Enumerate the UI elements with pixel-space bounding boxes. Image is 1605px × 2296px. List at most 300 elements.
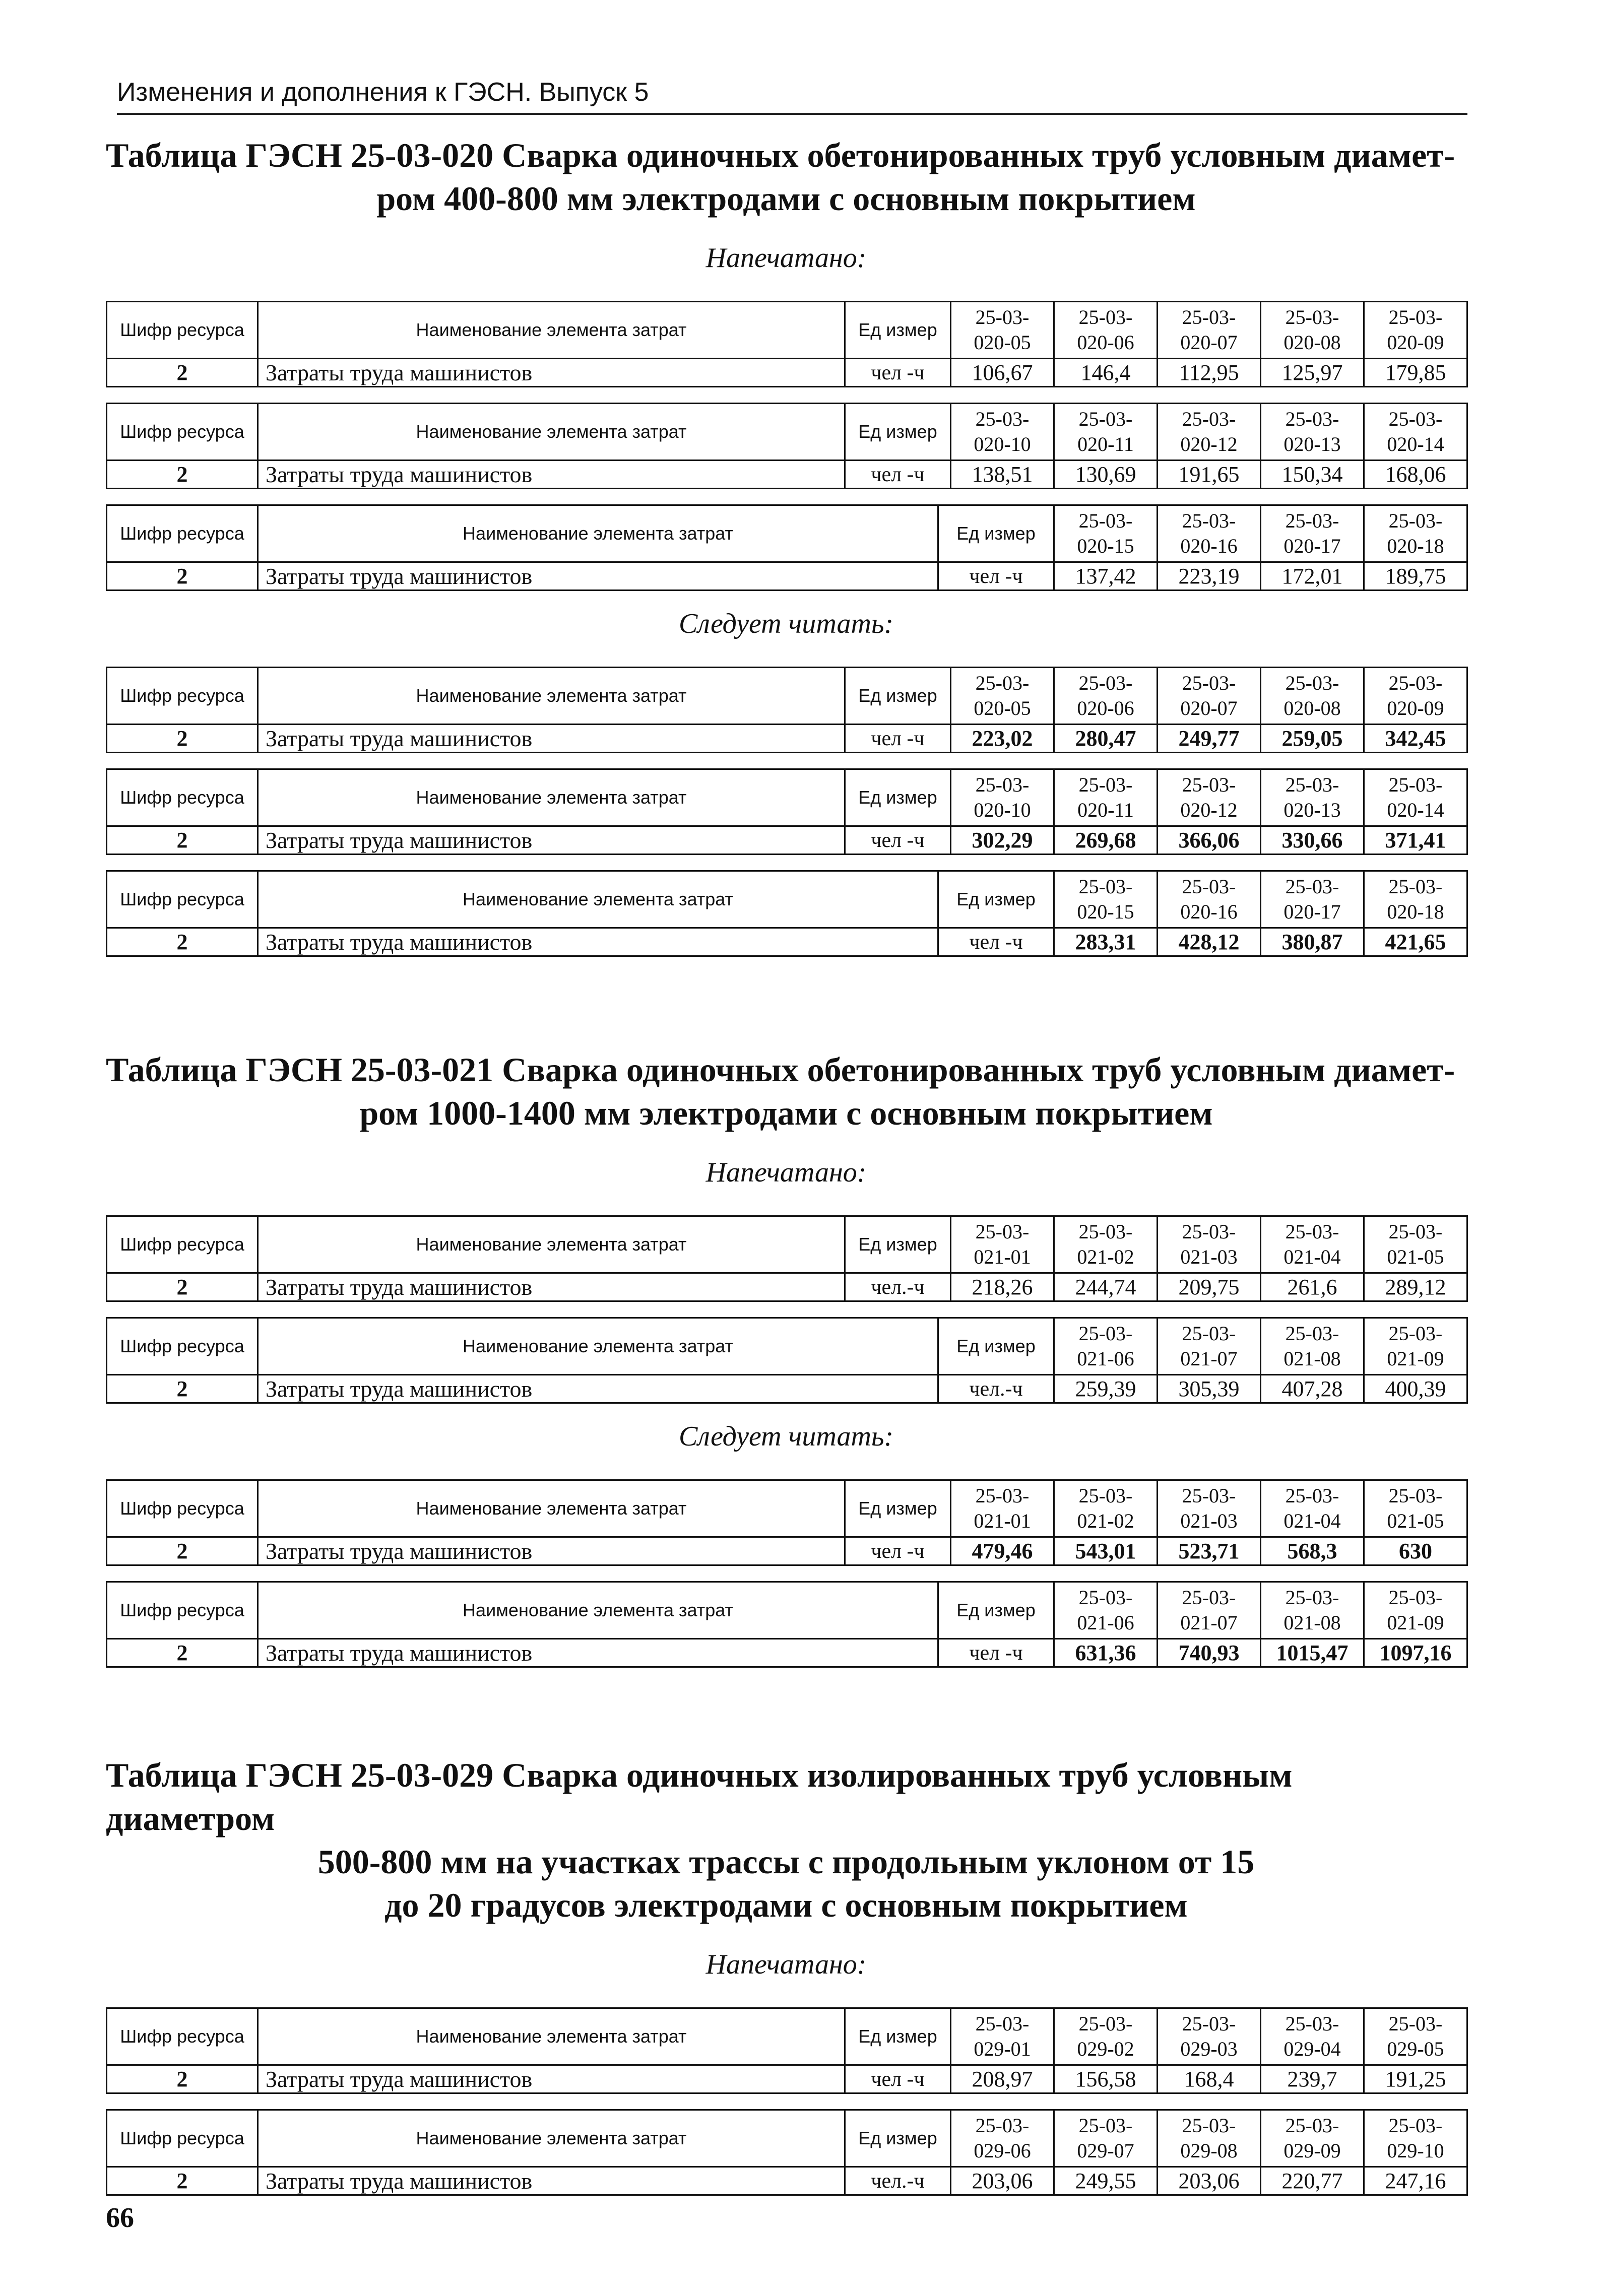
resource-code: 2 [107, 359, 258, 387]
table-row [107, 461, 1467, 489]
norm-code-suffix: 029-10 [1387, 2139, 1444, 2162]
unit-cell: чел.-ч [845, 1273, 951, 1301]
table-header-row [107, 2008, 1467, 2065]
cost-table [106, 667, 1468, 753]
norm-code-suffix: 020-12 [1180, 799, 1238, 821]
norm-code-suffix: 021-03 [1180, 1510, 1238, 1532]
value-cell: 137,42 [1054, 562, 1158, 591]
section-title-line: ром 400-800 мм электродами с основным покрытием [376, 179, 1196, 218]
norm-code-cell [951, 769, 1054, 826]
norm-code-cell [1054, 302, 1158, 359]
unit-cell: чел -ч [845, 1537, 951, 1565]
col-header-resource: Шифр ресурса [107, 668, 258, 725]
value-cell: 269,68 [1054, 826, 1158, 855]
value-cell: 523,71 [1158, 1537, 1261, 1565]
col-header-unit: Ед измер [845, 2008, 951, 2065]
col-header-name: Наименование элемента затрат [258, 1216, 845, 1273]
table-header-row [107, 1318, 1467, 1375]
value-cell: 740,93 [1158, 1639, 1261, 1667]
norm-code-suffix: 020-05 [974, 331, 1031, 354]
norm-code-prefix: 25-03- [1285, 1484, 1339, 1507]
norm-code-cell [1158, 871, 1261, 928]
norm-code-prefix: 25-03- [1182, 1586, 1236, 1609]
norm-code-cell [951, 1216, 1054, 1273]
norm-code-cell [1364, 505, 1467, 562]
norm-code-cell [1158, 2110, 1261, 2167]
norm-code-cell [1158, 1480, 1261, 1537]
norm-code-cell [1158, 668, 1261, 725]
norm-code-cell [1364, 1582, 1467, 1639]
norm-code-cell [1054, 1216, 1158, 1273]
table-row [107, 359, 1467, 387]
section-title-line: Таблица ГЭСН 25-03-020 Сварка одиночных обетонированных труб условным диамет- [106, 136, 1455, 174]
table-header-row [107, 1582, 1467, 1639]
value-cell: 305,39 [1158, 1375, 1261, 1403]
norm-code-cell [1158, 302, 1261, 359]
table-header-row [107, 1216, 1467, 1273]
value-cell: 220,77 [1261, 2167, 1364, 2195]
section-25-03-020 [106, 134, 1466, 972]
col-header-unit: Ед измер [845, 1216, 951, 1273]
resource-code: 2 [107, 1375, 258, 1403]
norm-code-cell [1158, 505, 1261, 562]
read-label: Следует читать: [678, 1421, 894, 1452]
norm-code-prefix: 25-03- [1182, 773, 1236, 796]
norm-code-suffix: 020-12 [1180, 433, 1238, 455]
resource-code: 2 [107, 1639, 258, 1667]
section-25-03-021 [106, 1048, 1466, 1683]
norm-code-prefix: 25-03- [1078, 672, 1133, 694]
norm-code-cell [1158, 769, 1261, 826]
value-cell: 168,06 [1364, 461, 1467, 489]
table-header-row [107, 769, 1467, 826]
norm-code-prefix: 25-03- [1388, 1586, 1443, 1609]
value-cell: 407,28 [1261, 1375, 1364, 1403]
table-row [107, 1639, 1467, 1667]
value-cell: 289,12 [1364, 1273, 1467, 1301]
section-title-line: до 20 градусов электродами с основным покрытием [384, 1886, 1188, 1924]
resource-name: Затраты труда машинистов [258, 461, 845, 489]
norm-code-prefix: 25-03- [1078, 875, 1133, 898]
value-cell: 146,4 [1054, 359, 1158, 387]
norm-code-prefix: 25-03- [1285, 509, 1339, 532]
norm-code-cell [1158, 2008, 1261, 2065]
resource-code: 2 [107, 2167, 258, 2195]
norm-code-cell [1364, 668, 1467, 725]
norm-code-suffix: 029-01 [974, 2038, 1031, 2060]
section-title [106, 1753, 1466, 1927]
norm-code-prefix: 25-03- [1388, 1220, 1443, 1243]
col-header-resource: Шифр ресурса [107, 2110, 258, 2167]
norm-code-suffix: 020-17 [1283, 535, 1341, 557]
col-header-name: Наименование элемента затрат [258, 769, 845, 826]
norm-code-prefix: 25-03- [1285, 1322, 1339, 1345]
norm-code-suffix: 029-02 [1077, 2038, 1134, 2060]
norm-code-prefix: 25-03- [1182, 2114, 1236, 2137]
norm-code-cell [1364, 769, 1467, 826]
norm-code-cell [1054, 769, 1158, 826]
cost-table [106, 2007, 1468, 2094]
col-header-unit: Ед измер [938, 1582, 1054, 1639]
norm-code-prefix: 25-03- [1078, 408, 1133, 430]
unit-cell: чел.-ч [938, 1375, 1054, 1403]
value-cell: 189,75 [1364, 562, 1467, 591]
norm-code-cell [1054, 1480, 1158, 1537]
norm-code-prefix: 25-03- [1078, 1586, 1133, 1609]
norm-code-cell [1261, 769, 1364, 826]
col-header-resource: Шифр ресурса [107, 1480, 258, 1537]
norm-code-prefix: 25-03- [1388, 306, 1443, 329]
table-header-row [107, 404, 1467, 461]
norm-code-cell [1054, 1582, 1158, 1639]
norm-code-suffix: 020-17 [1283, 900, 1341, 923]
section-title-line: Таблица ГЭСН 25-03-021 Сварка одиночных обетонированных труб условным диамет- [106, 1051, 1455, 1089]
norm-code-cell [1158, 1318, 1261, 1375]
printed-label: Напечатано: [705, 242, 867, 274]
norm-code-prefix: 25-03- [975, 773, 1030, 796]
norm-code-suffix: 020-08 [1283, 697, 1341, 719]
value-cell: 172,01 [1261, 562, 1364, 591]
norm-code-cell [1261, 2110, 1364, 2167]
norm-code-prefix: 25-03- [1078, 1322, 1133, 1345]
norm-code-suffix: 020-05 [974, 697, 1031, 719]
resource-name: Затраты труда машинистов [258, 562, 938, 591]
norm-code-suffix: 020-13 [1283, 433, 1341, 455]
resource-code: 2 [107, 725, 258, 753]
resource-name: Затраты труда машинистов [258, 2167, 845, 2195]
norm-code-cell [1364, 1480, 1467, 1537]
norm-code-suffix: 021-09 [1387, 1347, 1444, 1370]
norm-code-prefix: 25-03- [975, 408, 1030, 430]
value-cell: 106,67 [951, 359, 1054, 387]
norm-code-suffix: 020-16 [1180, 900, 1238, 923]
norm-code-suffix: 029-04 [1283, 2038, 1341, 2060]
section-title-line: ром 1000-1400 мм электродами с основным покрытием [359, 1094, 1213, 1132]
col-header-name: Наименование элемента затрат [258, 871, 938, 928]
norm-code-prefix: 25-03- [1285, 306, 1339, 329]
norm-code-suffix: 020-11 [1077, 433, 1134, 455]
col-header-unit: Ед измер [938, 505, 1054, 562]
col-header-name: Наименование элемента затрат [258, 505, 938, 562]
norm-code-suffix: 021-04 [1283, 1510, 1341, 1532]
norm-code-suffix: 021-07 [1180, 1611, 1238, 1634]
value-cell: 380,87 [1261, 928, 1364, 956]
norm-code-prefix: 25-03- [1285, 875, 1339, 898]
resource-name: Затраты труда машинистов [258, 725, 845, 753]
norm-code-suffix: 020-07 [1180, 697, 1238, 719]
unit-cell: чел -ч [845, 725, 951, 753]
value-cell: 366,06 [1158, 826, 1261, 855]
norm-code-cell [1364, 2110, 1467, 2167]
resource-code: 2 [107, 2065, 258, 2093]
value-cell: 209,75 [1158, 1273, 1261, 1301]
value-cell: 330,66 [1261, 826, 1364, 855]
value-cell: 631,36 [1054, 1639, 1158, 1667]
value-cell: 125,97 [1261, 359, 1364, 387]
table-row [107, 1375, 1467, 1403]
norm-code-cell [1261, 871, 1364, 928]
norm-code-prefix: 25-03- [1078, 1220, 1133, 1243]
col-header-unit: Ед измер [938, 871, 1054, 928]
col-header-name: Наименование элемента затрат [258, 302, 845, 359]
cost-table [106, 1215, 1468, 1302]
value-cell: 223,02 [951, 725, 1054, 753]
unit-cell: чел -ч [845, 2065, 951, 2093]
norm-code-suffix: 020-06 [1077, 697, 1134, 719]
norm-code-cell [1054, 1318, 1158, 1375]
value-cell: 1097,16 [1364, 1639, 1467, 1667]
norm-code-prefix: 25-03- [975, 2114, 1030, 2137]
table-row [107, 2065, 1467, 2093]
norm-code-suffix: 021-01 [974, 1245, 1031, 1268]
unit-cell: чел -ч [845, 461, 951, 489]
value-cell: 150,34 [1261, 461, 1364, 489]
col-header-resource: Шифр ресурса [107, 302, 258, 359]
norm-code-suffix: 020-18 [1387, 900, 1444, 923]
norm-code-cell [1364, 871, 1467, 928]
value-cell: 342,45 [1364, 725, 1467, 753]
norm-code-suffix: 020-10 [974, 799, 1031, 821]
value-cell: 191,25 [1364, 2065, 1467, 2093]
norm-code-prefix: 25-03- [975, 672, 1030, 694]
page-number: 66 [106, 2202, 134, 2234]
norm-code-suffix: 020-14 [1387, 799, 1444, 821]
norm-code-cell [1054, 668, 1158, 725]
col-header-unit: Ед измер [938, 1318, 1054, 1375]
norm-code-suffix: 029-07 [1077, 2139, 1134, 2162]
col-header-name: Наименование элемента затрат [258, 1480, 845, 1537]
norm-code-cell [951, 668, 1054, 725]
cost-table [106, 1317, 1468, 1404]
col-header-resource: Шифр ресурса [107, 769, 258, 826]
col-header-resource: Шифр ресурса [107, 1216, 258, 1273]
section-title-line: Таблица ГЭСН 25-03-029 Сварка одиночных изолированных труб условным диаметром [106, 1756, 1293, 1838]
value-cell: 249,55 [1054, 2167, 1158, 2195]
table-header-row [107, 302, 1467, 359]
norm-code-prefix: 25-03- [975, 2012, 1030, 2035]
resource-code: 2 [107, 1273, 258, 1301]
norm-code-suffix: 020-07 [1180, 331, 1238, 354]
norm-code-prefix: 25-03- [1078, 509, 1133, 532]
norm-code-prefix: 25-03- [1182, 509, 1236, 532]
norm-code-prefix: 25-03- [1388, 2012, 1443, 2035]
norm-code-cell [951, 2110, 1054, 2167]
table-header-row [107, 505, 1467, 562]
norm-code-prefix: 25-03- [1388, 672, 1443, 694]
norm-code-prefix: 25-03- [1182, 1322, 1236, 1345]
norm-code-prefix: 25-03- [1388, 1322, 1443, 1345]
norm-code-cell [1261, 1480, 1364, 1537]
value-cell: 280,47 [1054, 725, 1158, 753]
norm-code-prefix: 25-03- [975, 1484, 1030, 1507]
unit-cell: чел.-ч [845, 2167, 951, 2195]
table-row [107, 725, 1467, 753]
col-header-unit: Ед измер [845, 2110, 951, 2167]
value-cell: 630 [1364, 1537, 1467, 1565]
unit-cell: чел -ч [938, 1639, 1054, 1667]
cost-table [106, 2109, 1468, 2196]
norm-code-suffix: 021-02 [1077, 1510, 1134, 1532]
resource-code: 2 [107, 826, 258, 855]
value-cell: 138,51 [951, 461, 1054, 489]
norm-code-cell [1158, 1582, 1261, 1639]
table-row [107, 1537, 1467, 1565]
norm-code-prefix: 25-03- [1285, 408, 1339, 430]
section-25-03-029 [106, 1753, 1466, 2211]
norm-code-prefix: 25-03- [1285, 2012, 1339, 2035]
norm-code-prefix: 25-03- [1078, 306, 1133, 329]
norm-code-prefix: 25-03- [1182, 875, 1236, 898]
value-cell: 428,12 [1158, 928, 1261, 956]
norm-code-cell [1364, 1318, 1467, 1375]
norm-code-prefix: 25-03- [975, 1220, 1030, 1243]
norm-code-prefix: 25-03- [1388, 875, 1443, 898]
norm-code-prefix: 25-03- [1078, 773, 1133, 796]
value-cell: 283,31 [1054, 928, 1158, 956]
table-row [107, 2167, 1467, 2195]
table-header-row [107, 668, 1467, 725]
norm-code-suffix: 021-08 [1283, 1611, 1341, 1634]
value-cell: 259,05 [1261, 725, 1364, 753]
cost-table [106, 403, 1468, 489]
value-cell: 247,16 [1364, 2167, 1467, 2195]
resource-name: Затраты труда машинистов [258, 1639, 938, 1667]
norm-code-prefix: 25-03- [1388, 773, 1443, 796]
value-cell: 208,97 [951, 2065, 1054, 2093]
unit-cell: чел -ч [845, 359, 951, 387]
norm-code-cell [1261, 505, 1364, 562]
value-cell: 239,7 [1261, 2065, 1364, 2093]
norm-code-suffix: 021-06 [1077, 1611, 1134, 1634]
value-cell: 421,65 [1364, 928, 1467, 956]
norm-code-prefix: 25-03- [1388, 408, 1443, 430]
norm-code-cell [1364, 2008, 1467, 2065]
section-title [106, 1048, 1466, 1135]
unit-cell: чел -ч [938, 562, 1054, 591]
value-cell: 244,74 [1054, 1273, 1158, 1301]
cost-table [106, 504, 1468, 591]
table-row [107, 1273, 1467, 1301]
cost-table [106, 1479, 1468, 1566]
norm-code-suffix: 029-08 [1180, 2139, 1238, 2162]
table-row [107, 928, 1467, 956]
norm-code-cell [951, 302, 1054, 359]
norm-code-prefix: 25-03- [1285, 2114, 1339, 2137]
value-cell: 543,01 [1054, 1537, 1158, 1565]
resource-code: 2 [107, 928, 258, 956]
norm-code-cell [1364, 404, 1467, 461]
norm-code-prefix: 25-03- [1182, 672, 1236, 694]
resource-code: 2 [107, 562, 258, 591]
norm-code-suffix: 020-14 [1387, 433, 1444, 455]
norm-code-suffix: 020-18 [1387, 535, 1444, 557]
resource-name: Затраты труда машинистов [258, 2065, 845, 2093]
resource-name: Затраты труда машинистов [258, 1273, 845, 1301]
value-cell: 261,6 [1261, 1273, 1364, 1301]
value-cell: 223,19 [1158, 562, 1261, 591]
resource-code: 2 [107, 1537, 258, 1565]
norm-code-suffix: 020-11 [1077, 799, 1134, 821]
norm-code-cell [1364, 1216, 1467, 1273]
norm-code-suffix: 020-06 [1077, 331, 1134, 354]
norm-code-prefix: 25-03- [975, 306, 1030, 329]
norm-code-prefix: 25-03- [1388, 2114, 1443, 2137]
norm-code-suffix: 021-09 [1387, 1611, 1444, 1634]
col-header-name: Наименование элемента затрат [258, 2008, 845, 2065]
norm-code-suffix: 020-13 [1283, 799, 1341, 821]
resource-name: Затраты труда машинистов [258, 1375, 938, 1403]
norm-code-cell [1158, 1216, 1261, 1273]
norm-code-suffix: 021-05 [1387, 1245, 1444, 1268]
norm-code-suffix: 020-16 [1180, 535, 1238, 557]
norm-code-cell [951, 1480, 1054, 1537]
norm-code-suffix: 029-09 [1283, 2139, 1341, 2162]
col-header-resource: Шифр ресурса [107, 1582, 258, 1639]
resource-name: Затраты труда машинистов [258, 928, 938, 956]
unit-cell: чел -ч [845, 826, 951, 855]
norm-code-cell [1054, 2110, 1158, 2167]
norm-code-suffix: 021-03 [1180, 1245, 1238, 1268]
norm-code-prefix: 25-03- [1285, 1586, 1339, 1609]
norm-code-cell [1158, 404, 1261, 461]
norm-code-prefix: 25-03- [1078, 2012, 1133, 2035]
norm-code-suffix: 021-02 [1077, 1245, 1134, 1268]
norm-code-suffix: 021-07 [1180, 1347, 1238, 1370]
value-cell: 203,06 [1158, 2167, 1261, 2195]
norm-code-suffix: 021-04 [1283, 1245, 1341, 1268]
value-cell: 259,39 [1054, 1375, 1158, 1403]
norm-code-suffix: 021-06 [1077, 1347, 1134, 1370]
norm-code-prefix: 25-03- [1078, 2114, 1133, 2137]
section-title [106, 134, 1466, 220]
value-cell: 249,77 [1158, 725, 1261, 753]
cost-table [106, 301, 1468, 387]
norm-code-cell [1054, 505, 1158, 562]
value-cell: 302,29 [951, 826, 1054, 855]
norm-code-suffix: 021-05 [1387, 1510, 1444, 1532]
resource-name: Затраты труда машинистов [258, 1537, 845, 1565]
cost-table [106, 870, 1468, 957]
norm-code-suffix: 020-10 [974, 433, 1031, 455]
printed-label: Напечатано: [705, 1157, 867, 1188]
norm-code-suffix: 020-09 [1387, 697, 1444, 719]
norm-code-suffix: 029-03 [1180, 2038, 1238, 2060]
value-cell: 130,69 [1054, 461, 1158, 489]
value-cell: 191,65 [1158, 461, 1261, 489]
norm-code-cell [1054, 2008, 1158, 2065]
value-cell: 156,58 [1054, 2065, 1158, 2093]
norm-code-suffix: 020-09 [1387, 331, 1444, 354]
read-label: Следует читать: [678, 608, 894, 639]
norm-code-prefix: 25-03- [1388, 1484, 1443, 1507]
table-header-row [107, 1480, 1467, 1537]
value-cell: 179,85 [1364, 359, 1467, 387]
col-header-name: Наименование элемента затрат [258, 2110, 845, 2167]
norm-code-prefix: 25-03- [1182, 1484, 1236, 1507]
col-header-resource: Шифр ресурса [107, 505, 258, 562]
resource-code: 2 [107, 461, 258, 489]
norm-code-cell [1261, 404, 1364, 461]
norm-code-cell [1364, 302, 1467, 359]
table-header-row [107, 871, 1467, 928]
norm-code-suffix: 029-05 [1387, 2038, 1444, 2060]
col-header-unit: Ед измер [845, 769, 951, 826]
norm-code-cell [1054, 404, 1158, 461]
norm-code-cell [951, 404, 1054, 461]
norm-code-cell [1261, 2008, 1364, 2065]
norm-code-prefix: 25-03- [1078, 1484, 1133, 1507]
resource-name: Затраты труда машинистов [258, 359, 845, 387]
